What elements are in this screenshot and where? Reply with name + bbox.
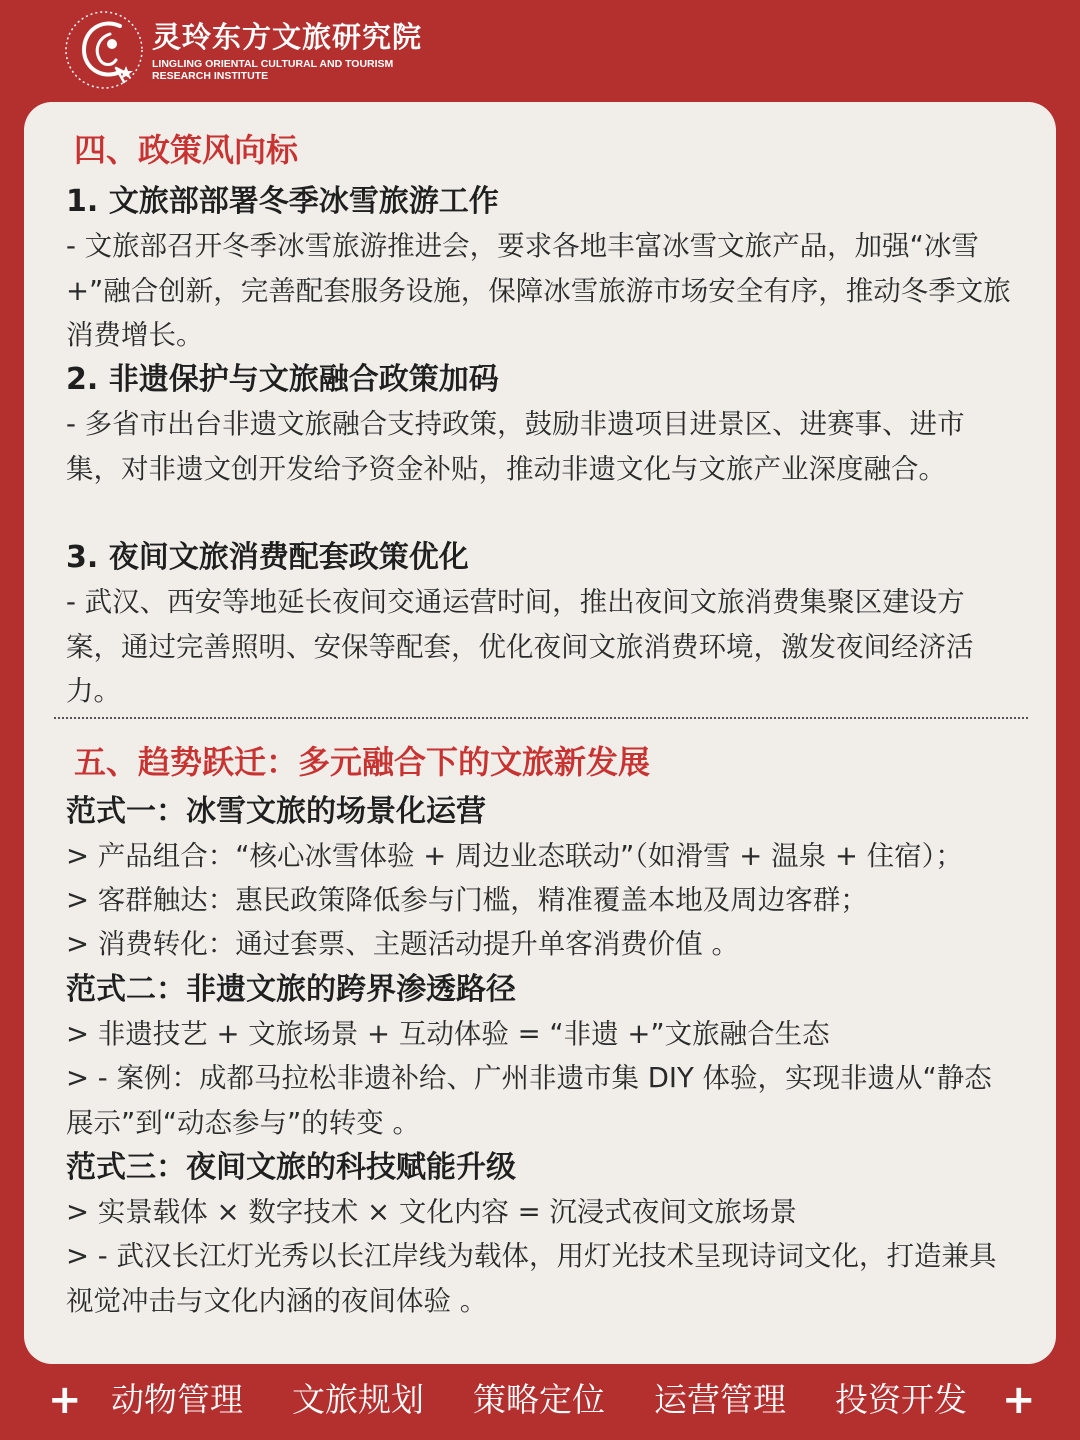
policy-3-title: 3. 夜间文旅消费配套政策优化 [66, 540, 469, 575]
policy-3-body: - 武汉、西安等地延长夜间交通运营时间，推出夜间文旅消费集聚区建设方案，通过完善照明、安保等配套，优化夜间文旅消费环境，激发夜间经济活力。 [66, 586, 974, 707]
paradigm-2-case: > - 案例：成都马拉松非遗补给、广州非遗市集 DIY 体验，实现非遗从“静态展示”到“动态参与”的转变 。 [66, 1062, 992, 1139]
paradigm-1-title: 范式一：冰雪文旅的场景化运营 [66, 794, 486, 829]
paradigm-3-formula: > 实景载体 × 数字技术 × 文化内容 = 沉浸式夜间文旅场景 [66, 1196, 797, 1228]
section-5-title: 五、趋势跃迁：多元融合下的文旅新发展 [74, 743, 651, 781]
section-4-title: 四、政策风向标 [74, 131, 299, 169]
paradigm-1-line: > 消费转化：通过套票、主题活动提升单客消费价值 。 [66, 928, 740, 960]
paradigm-2-title: 范式二：非遗文旅的跨界渗透路径 [66, 972, 516, 1007]
policy-1-body: - 文旅部召开冬季冰雪旅游推进会，要求各地丰富冰雪文旅产品，加强“冰雪 +”融合创新，完善配套服务设施，保障冰雪旅游市场安全有序，推动冬季文旅消费增长。 [66, 230, 1011, 351]
section-divider [54, 717, 1028, 719]
nav-item-tourism-planning[interactable]: 文旅规划 [292, 1380, 424, 1419]
plus-icon: + [1002, 1377, 1036, 1423]
paradigm-3-title: 范式三：夜间文旅的科技赋能升级 [66, 1150, 516, 1185]
header [62, 8, 422, 92]
nav-item-strategy-positioning[interactable]: 策略定位 [473, 1380, 605, 1419]
bottom-nav [0, 1366, 1080, 1436]
policy-2-body: - 多省市出台非遗文旅融合支持政策，鼓励非遗项目进景区、进赛事、进市集，对非遗文创开发给予资金补贴，推动非遗文化与文旅产业深度融合。 [66, 408, 965, 485]
policy-2-title: 2. 非遗保护与文旅融合政策加码 [66, 362, 499, 397]
institute-name-en: LINGLING ORIENTAL CULTURAL AND TOURISM RESEARCH INSTITUTE [152, 58, 394, 82]
paradigm-1-line: > 产品组合：“核心冰雪体验 + 周边业态联动”（如滑雪 + 温泉 + 住宿）； [66, 840, 963, 872]
paradigm-3-case: > - 武汉长江灯光秀以长江岸线为载体，用灯光技术呈现诗词文化，打造兼具视觉冲击与文化内涵的夜间体验 。 [66, 1240, 997, 1317]
institute-logo-icon [62, 8, 146, 92]
paradigm-2-formula: > 非遗技艺 + 文旅场景 + 互动体验 = “非遗 +”文旅融合生态 [66, 1018, 830, 1050]
nav-item-investment-development[interactable]: 投资开发 [835, 1380, 967, 1419]
nav-item-operations-management[interactable]: 运营管理 [654, 1380, 786, 1419]
nav-item-animal-management[interactable]: 动物管理 [111, 1380, 243, 1419]
plus-icon: + [48, 1377, 82, 1423]
content-card [24, 102, 1056, 1364]
policy-1-title: 1. 文旅部部署冬季冰雪旅游工作 [66, 184, 499, 219]
institute-name-cn: 灵玲东方文旅研究院 [152, 20, 423, 54]
paradigm-1-line: > 客群触达：惠民政策降低参与门槛，精准覆盖本地及周边客群； [66, 884, 868, 916]
